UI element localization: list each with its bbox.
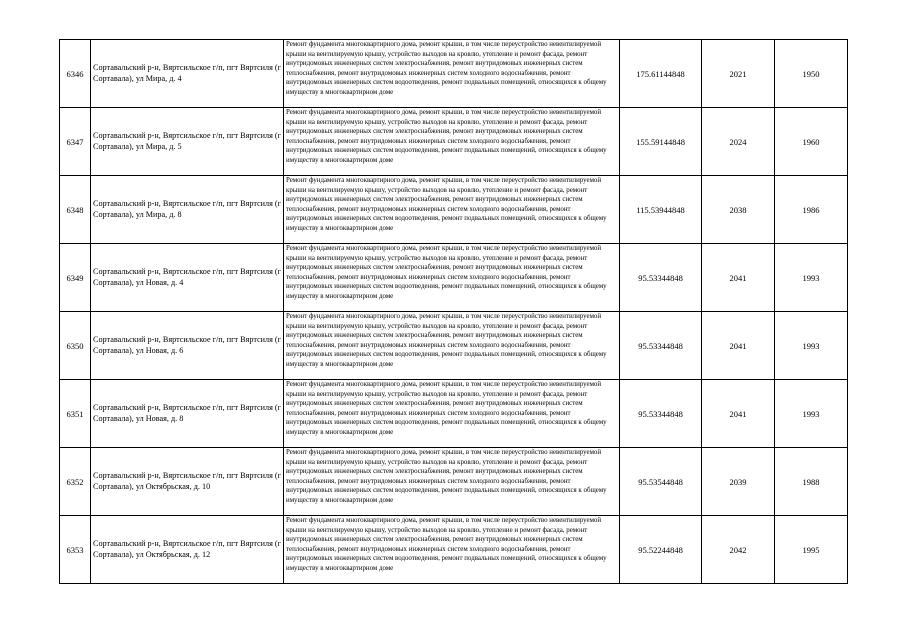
construction-year: 1995: [775, 516, 848, 584]
building-address: Сортавальский р-н, Вяртсильское г/п, пгт Вяртсиля (г Сортавала), ул Новая, д. 8: [91, 380, 284, 448]
construction-year: 1993: [775, 380, 848, 448]
cost-value: 95.53344848: [620, 312, 702, 380]
table-row: [60, 312, 848, 380]
repair-program-table: [59, 39, 848, 584]
planned-repair-year: 2038: [702, 176, 775, 244]
cost-value: 155.59144848: [620, 108, 702, 176]
repair-works-description: Ремонт фундамента многоквартирного дома, ремонт крыши, в том числе переустройство невентилируемой крыши на вентилируемую крышу, устройство выходов на кровлю, утепление и ремонт фасада, ремонт внутридомовых инженерных систем электроснабжения, ремонт внутридомовых инженерных систем теплоснабжения, ремонт внутридомовых инженерных систем холодного водоснабжения, ремонт внутридомовых инженерных систем водоотведения, ремонт подвальных помещений, относящихся к общему имуществу в многоквартирном доме: [284, 176, 620, 244]
repair-works-description: Ремонт фундамента многоквартирного дома, ремонт крыши, в том числе переустройство невентилируемой крыши на вентилируемую крышу, устройство выходов на кровлю, утепление и ремонт фасада, ремонт внутридомовых инженерных систем электроснабжения, ремонт внутридомовых инженерных систем теплоснабжения, ремонт внутридомовых инженерных систем холодного водоснабжения, ремонт внутридомовых инженерных систем водоотведения, ремонт подвальных помещений, относящихся к общему имуществу в многоквартирном доме: [284, 312, 620, 380]
repair-works-description: Ремонт фундамента многоквартирного дома, ремонт крыши, в том числе переустройство невентилируемой крыши на вентилируемую крышу, устройство выходов на кровлю, утепление и ремонт фасада, ремонт внутридомовых инженерных систем электроснабжения, ремонт внутридомовых инженерных систем теплоснабжения, ремонт внутридомовых инженерных систем холодного водоснабжения, ремонт внутридомовых инженерных систем водоотведения, ремонт подвальных помещений, относящихся к общему имуществу в многоквартирном доме: [284, 244, 620, 312]
building-address: Сортавальский р-н, Вяртсильское г/п, пгт Вяртсиля (г Сортавала), ул Мира, д. 5: [91, 108, 284, 176]
cost-value: 95.53344848: [620, 244, 702, 312]
repair-works-description: Ремонт фундамента многоквартирного дома, ремонт крыши, в том числе переустройство невентилируемой крыши на вентилируемую крышу, устройство выходов на кровлю, утепление и ремонт фасада, ремонт внутридомовых инженерных систем электроснабжения, ремонт внутридомовых инженерных систем теплоснабжения, ремонт внутридомовых инженерных систем холодного водоснабжения, ремонт внутридомовых инженерных систем водоотведения, ремонт подвальных помещений, относящихся к общему имуществу в многоквартирном доме: [284, 516, 620, 584]
table-row: [60, 108, 848, 176]
construction-year: 1950: [775, 40, 848, 108]
building-address: Сортавальский р-н, Вяртсильское г/п, пгт Вяртсиля (г Сортавала), ул Мира, д. 4: [91, 40, 284, 108]
row-number: 6349: [60, 244, 91, 312]
building-address: Сортавальский р-н, Вяртсильское г/п, пгт Вяртсиля (г Сортавала), ул Мира, д. 8: [91, 176, 284, 244]
row-number: 6347: [60, 108, 91, 176]
table-row: [60, 448, 848, 516]
table-row: [60, 516, 848, 584]
planned-repair-year: 2039: [702, 448, 775, 516]
table-row: [60, 380, 848, 448]
cost-value: 95.53544848: [620, 448, 702, 516]
construction-year: 1993: [775, 312, 848, 380]
planned-repair-year: 2024: [702, 108, 775, 176]
repair-works-description: Ремонт фундамента многоквартирного дома, ремонт крыши, в том числе переустройство невентилируемой крыши на вентилируемую крышу, устройство выходов на кровлю, утепление и ремонт фасада, ремонт внутридомовых инженерных систем электроснабжения, ремонт внутридомовых инженерных систем теплоснабжения, ремонт внутридомовых инженерных систем холодного водоснабжения, ремонт внутридомовых инженерных систем водоотведения, ремонт подвальных помещений, относящихся к общему имуществу в многоквартирном доме: [284, 448, 620, 516]
row-number: 6353: [60, 516, 91, 584]
cost-value: 115.53944848: [620, 176, 702, 244]
cost-value: 95.52244848: [620, 516, 702, 584]
planned-repair-year: 2021: [702, 40, 775, 108]
repair-works-description: Ремонт фундамента многоквартирного дома, ремонт крыши, в том числе переустройство невентилируемой крыши на вентилируемую крышу, устройство выходов на кровлю, утепление и ремонт фасада, ремонт внутридомовых инженерных систем электроснабжения, ремонт внутридомовых инженерных систем теплоснабжения, ремонт внутридомовых инженерных систем холодного водоснабжения, ремонт внутридомовых инженерных систем водоотведения, ремонт подвальных помещений, относящихся к общему имуществу в многоквартирном доме: [284, 40, 620, 108]
cost-value: 175.61144848: [620, 40, 702, 108]
construction-year: 1960: [775, 108, 848, 176]
planned-repair-year: 2041: [702, 312, 775, 380]
table-row: [60, 40, 848, 108]
planned-repair-year: 2041: [702, 380, 775, 448]
row-number: 6351: [60, 380, 91, 448]
building-address: Сортавальский р-н, Вяртсильское г/п, пгт Вяртсиля (г Сортавала), ул Октябрьская, д. 10: [91, 448, 284, 516]
table-row: [60, 176, 848, 244]
cost-value: 95.53344848: [620, 380, 702, 448]
repair-works-description: Ремонт фундамента многоквартирного дома, ремонт крыши, в том числе переустройство невентилируемой крыши на вентилируемую крышу, устройство выходов на кровлю, утепление и ремонт фасада, ремонт внутридомовых инженерных систем электроснабжения, ремонт внутридомовых инженерных систем теплоснабжения, ремонт внутридомовых инженерных систем холодного водоснабжения, ремонт внутридомовых инженерных систем водоотведения, ремонт подвальных помещений, относящихся к общему имуществу в многоквартирном доме: [284, 380, 620, 448]
row-number: 6346: [60, 40, 91, 108]
table-row: [60, 244, 848, 312]
row-number: 6348: [60, 176, 91, 244]
planned-repair-year: 2041: [702, 244, 775, 312]
construction-year: 1988: [775, 448, 848, 516]
construction-year: 1993: [775, 244, 848, 312]
building-address: Сортавальский р-н, Вяртсильское г/п, пгт Вяртсиля (г Сортавала), ул Октябрьская, д. 12: [91, 516, 284, 584]
row-number: 6350: [60, 312, 91, 380]
construction-year: 1986: [775, 176, 848, 244]
planned-repair-year: 2042: [702, 516, 775, 584]
building-address: Сортавальский р-н, Вяртсильское г/п, пгт Вяртсиля (г Сортавала), ул Новая, д. 4: [91, 244, 284, 312]
row-number: 6352: [60, 448, 91, 516]
building-address: Сортавальский р-н, Вяртсильское г/п, пгт Вяртсиля (г Сортавала), ул Новая, д. 6: [91, 312, 284, 380]
repair-works-description: Ремонт фундамента многоквартирного дома, ремонт крыши, в том числе переустройство невентилируемой крыши на вентилируемую крышу, устройство выходов на кровлю, утепление и ремонт фасада, ремонт внутридомовых инженерных систем электроснабжения, ремонт внутридомовых инженерных систем теплоснабжения, ремонт внутридомовых инженерных систем холодного водоснабжения, ремонт внутридомовых инженерных систем водоотведения, ремонт подвальных помещений, относящихся к общему имуществу в многоквартирном доме: [284, 108, 620, 176]
